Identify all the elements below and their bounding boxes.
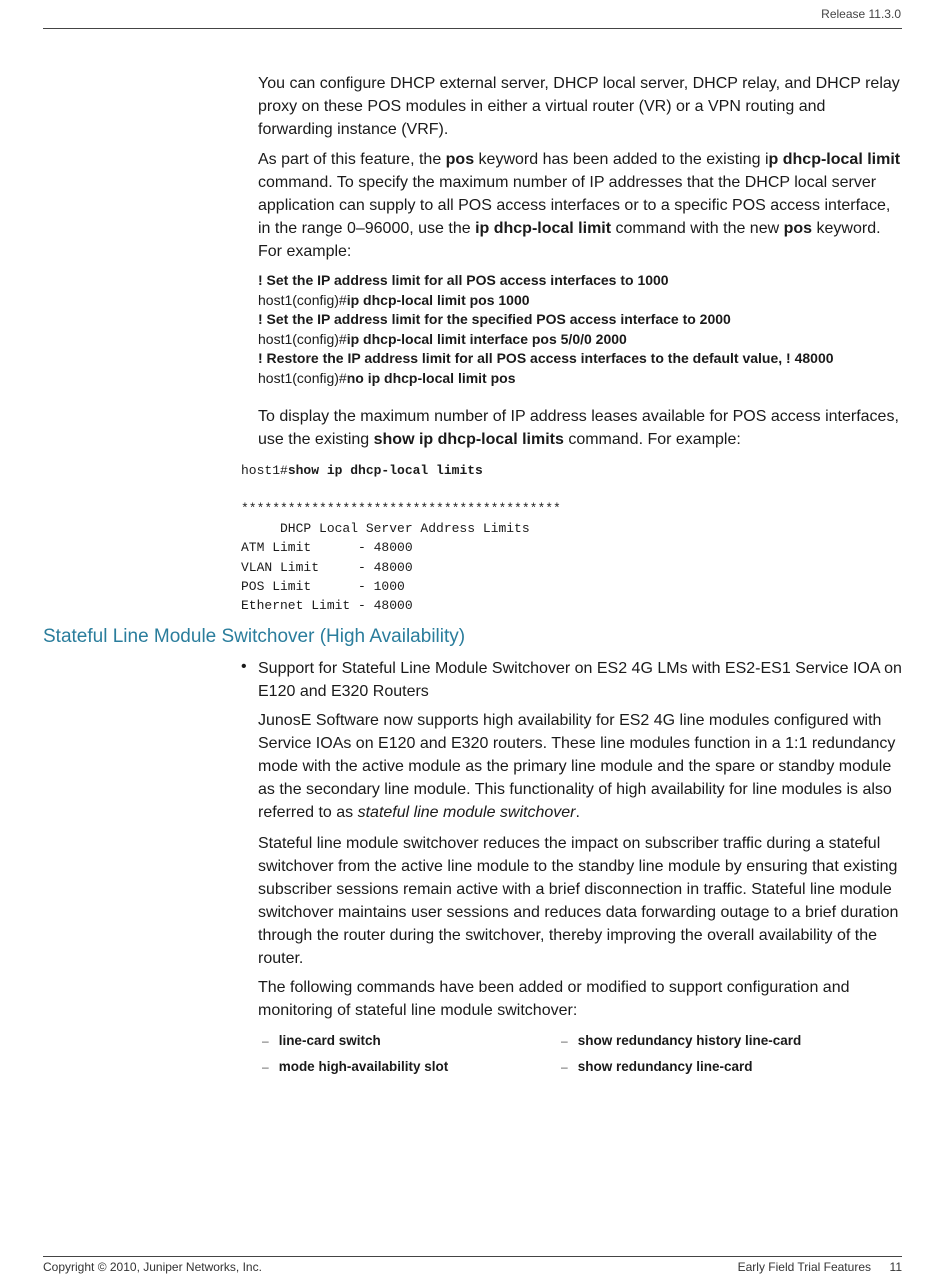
footer-section-name: Early Field Trial Features [737, 1260, 871, 1274]
command-name: show redundancy history line-card [577, 1033, 802, 1048]
command-name: mode high-availability slot [278, 1059, 449, 1074]
bullet-item-text: Support for Stateful Line Module Switchover on ES2 4G LMs with ES2-ES1 Service IOA on E120 and E320 Routers [258, 660, 902, 700]
keyword: ip dhcp-local limit [475, 220, 612, 237]
text-run: As part of this feature, the [258, 151, 446, 168]
command: show ip dhcp-local limits [287, 463, 483, 478]
text-run: . [575, 804, 580, 821]
config-comment: ! Restore the IP address limit for all POS access interfaces to the default value, ! 48000 [258, 350, 834, 366]
dash-marker: – [262, 1060, 269, 1074]
command-list-item [262, 1032, 381, 1050]
prompt: host1(config)# [258, 291, 347, 308]
keyword: pos [783, 220, 813, 237]
command-name: show redundancy line-card [577, 1059, 753, 1074]
keyword: show ip dhcp-local limits [373, 431, 564, 448]
keyword: p dhcp-local limit [768, 151, 901, 168]
bullet-marker: • [241, 658, 247, 675]
command: ip dhcp-local limit interface pos 5/0/0 2000 [346, 330, 627, 347]
text-run: command. For example: [563, 431, 741, 448]
config-command-line [258, 330, 908, 350]
text-run: To display the maximum number of IP address leases available for POS access interfaces, use the existing [258, 408, 899, 448]
display-paragraph [258, 405, 903, 451]
emphasis: stateful line module switchover [357, 804, 576, 821]
command: ip dhcp-local limit pos 1000 [346, 291, 530, 308]
output-row: VLAN Limit - 48000 [241, 559, 413, 575]
command-list-item [262, 1058, 448, 1076]
text-run: JunosE Software now supports high availability for ES2 4G line modules configured with Service IOAs on E120 and E320 routers. These line modules function in a 1:1 redundancy mode with the active module as the primary line module and the spare or standby module as the secondary line module. This functionality of high availability for line modules is also referred to as [258, 712, 896, 821]
dash-marker: – [262, 1034, 269, 1048]
prompt: host1(config)# [258, 330, 347, 347]
intro-paragraph-2 [258, 148, 903, 263]
text-run: command with the new [611, 220, 784, 237]
text-run: keyword. For example: [258, 220, 881, 260]
footer-copyright: Copyright © 2010, Juniper Networks, Inc. [43, 1260, 262, 1274]
footer-rule [43, 1256, 902, 1257]
header-rule [43, 28, 902, 29]
intro-paragraph-1: You can configure DHCP external server, DHCP local server, DHCP relay, and DHCP relay proxy on these POS modules in either a virtual router (VR) or a VPN routing and forwarding instance (VRF). [258, 75, 900, 138]
section-title: Stateful Line Module Switchover (High Availability) [43, 626, 466, 647]
output-row: Ethernet Limit - 48000 [241, 598, 413, 614]
dash-marker: – [561, 1060, 568, 1074]
page-number: 11 [889, 1260, 902, 1274]
config-comment: ! Set the IP address limit for all POS access interfaces to 1000 [258, 272, 669, 288]
text-run: command. To specify the maximum number of IP addresses that the DHCP local server application can supply to all POS access interfaces or to a specific POS access interface, in the range 0–96000, use the [258, 174, 891, 237]
release-label: Release 11.3.0 [821, 7, 901, 21]
section-paragraph-3: The following commands have been added or modified to support configuration and monitoring of stateful line module switchover: [258, 979, 850, 1019]
config-command-line [258, 291, 908, 311]
output-separator: ***************************************** [241, 501, 561, 517]
config-comment: ! Set the IP address limit for the specified POS access interface to 2000 [258, 311, 731, 327]
command-list-item [561, 1032, 801, 1050]
config-command-line [258, 369, 908, 389]
output-row: ATM Limit - 48000 [241, 540, 413, 556]
section-paragraph-2: Stateful line module switchover reduces the impact on subscriber traffic during a stateful switchover from the active line module to the standby line module by ensuring that existing subscriber sessions remain active with a brief disconnection in traffic. Stateful line module switchover maintains user sessions and reduces data forwarding outage to a brief duration through the router during the switchover, thereby improving the overall availability of the router. [258, 835, 899, 967]
show-command-output [241, 461, 561, 616]
output-row: POS Limit - 1000 [241, 579, 405, 595]
prompt: host1(config)# [258, 369, 347, 386]
text-run: keyword has been added to the existing i [474, 151, 769, 168]
command-name: line-card switch [278, 1033, 381, 1048]
command: no ip dhcp-local limit pos [346, 369, 516, 386]
config-example [258, 271, 908, 388]
prompt: host1# [241, 463, 288, 478]
dash-marker: – [561, 1034, 568, 1048]
command-list-item [561, 1058, 752, 1076]
section-paragraph-1 [258, 709, 903, 824]
output-heading: DHCP Local Server Address Limits [241, 520, 530, 536]
show-command-line [241, 461, 561, 480]
keyword: pos [445, 151, 475, 168]
